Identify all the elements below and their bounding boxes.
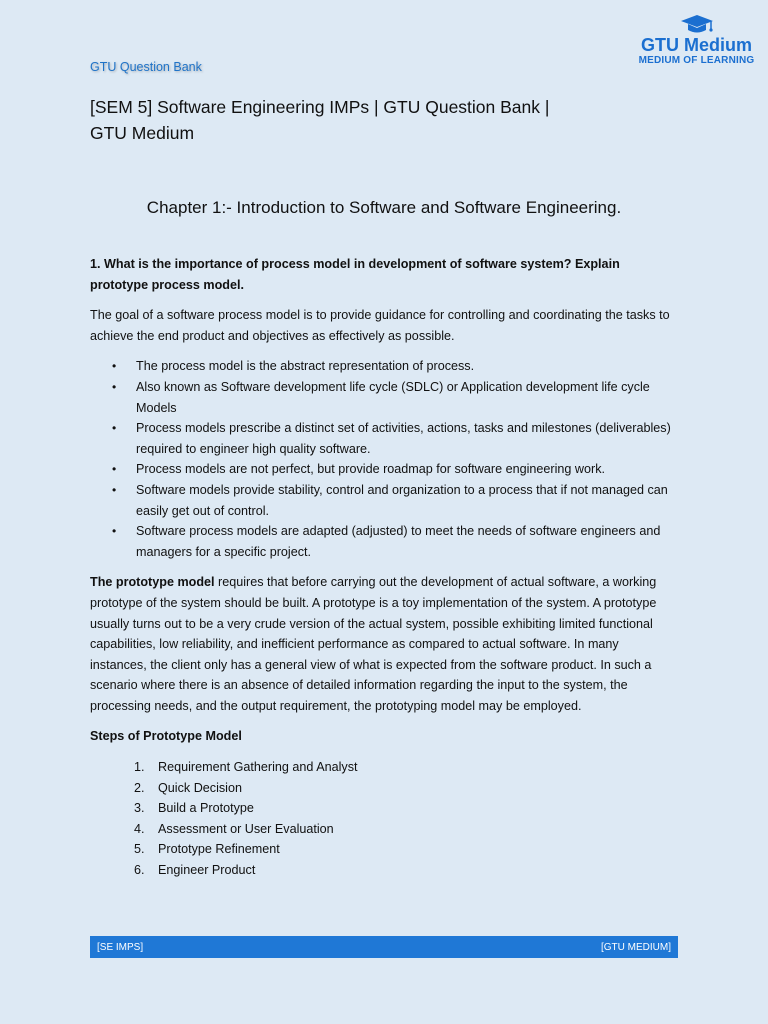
prototype-description: requires that before carrying out the development of actual software, a working prototype of the system should be built. A prototype is a toy implementation of the system. A prototype usually turns out to be a very crude version of the actual system, possible exhibiting limited functional capabilities, low reliability, and inefficient performance as compared to actual software. In many instances, the client only has a general view of what is expected from the software product. In such a scenario where there is an absence of detailed information regarding the input to the system, the processing needs, and the output requirement, the prototyping model may be employed. xyxy=(90,575,657,713)
bullet-icon: • xyxy=(112,462,117,477)
bullet-icon: • xyxy=(112,359,117,374)
bullet-icon: • xyxy=(112,482,117,497)
list-item: • Process models prescribe a distinct set of activities, actions, tasks and milestones (deliverables) required to engineer high quality software. xyxy=(136,418,678,459)
footer-right-label: [GTU MEDIUM] xyxy=(601,941,671,953)
steps-list xyxy=(90,757,678,881)
list-item: • Software process models are adapted (adjusted) to meet the needs of software engineers and managers for a specific project. xyxy=(136,521,678,562)
footer-left-label: [SE IMPS] xyxy=(97,941,144,953)
page-title-line2: GTU Medium xyxy=(90,123,195,143)
list-item: 6. Engineer Product xyxy=(134,863,256,878)
prototype-paragraph xyxy=(90,572,678,716)
chapter-heading: Chapter 1:- Introduction to Software and Software Engineering. xyxy=(146,198,622,217)
list-item: 3. Build a Prototype xyxy=(134,801,254,816)
gtu-medium-logo xyxy=(634,14,759,67)
list-item: • Also known as Software development life cycle (SDLC) or Application development life cycle Models xyxy=(136,377,678,418)
list-item: • The process model is the abstract representation of process. xyxy=(136,356,678,377)
page-footer xyxy=(90,936,678,958)
page-title-line1: [SEM 5] Software Engineering IMPs | GTU Question Bank | xyxy=(90,97,550,117)
bullet-icon: • xyxy=(112,379,117,394)
bullet-icon: • xyxy=(112,524,117,539)
intro-paragraph: The goal of a software process model is to provide guidance for controlling and coordinating the tasks to achieve the end product and objectives as effectively as possible. xyxy=(90,308,670,343)
steps-heading: Steps of Prototype Model xyxy=(90,729,242,744)
list-item: • Process models are not perfect, but provide roadmap for software engineering work. xyxy=(136,459,678,480)
document-body xyxy=(90,254,678,881)
list-item: 4. Assessment or User Evaluation xyxy=(134,821,334,836)
list-item: • Software models provide stability, control and organization to a process that if not managed can easily get out of control. xyxy=(136,480,678,521)
list-item: 2. Quick Decision xyxy=(134,780,242,795)
logo-name: GTU Medium xyxy=(641,35,752,55)
list-item: 5. Prototype Refinement xyxy=(134,842,280,857)
bullet-list xyxy=(90,356,678,562)
page-title xyxy=(90,94,650,146)
list-item: 1. Requirement Gathering and Analyst xyxy=(134,760,358,775)
graduation-cap-icon xyxy=(680,14,714,36)
prototype-term: The prototype model xyxy=(90,575,215,590)
question-heading: 1. What is the importance of process model in development of software system? Explain prototype process model. xyxy=(90,257,620,292)
logo-tagline: MEDIUM OF LEARNING xyxy=(638,55,755,66)
gtu-question-bank-link[interactable]: GTU Question Bank xyxy=(90,60,202,74)
bullet-icon: • xyxy=(112,421,117,436)
